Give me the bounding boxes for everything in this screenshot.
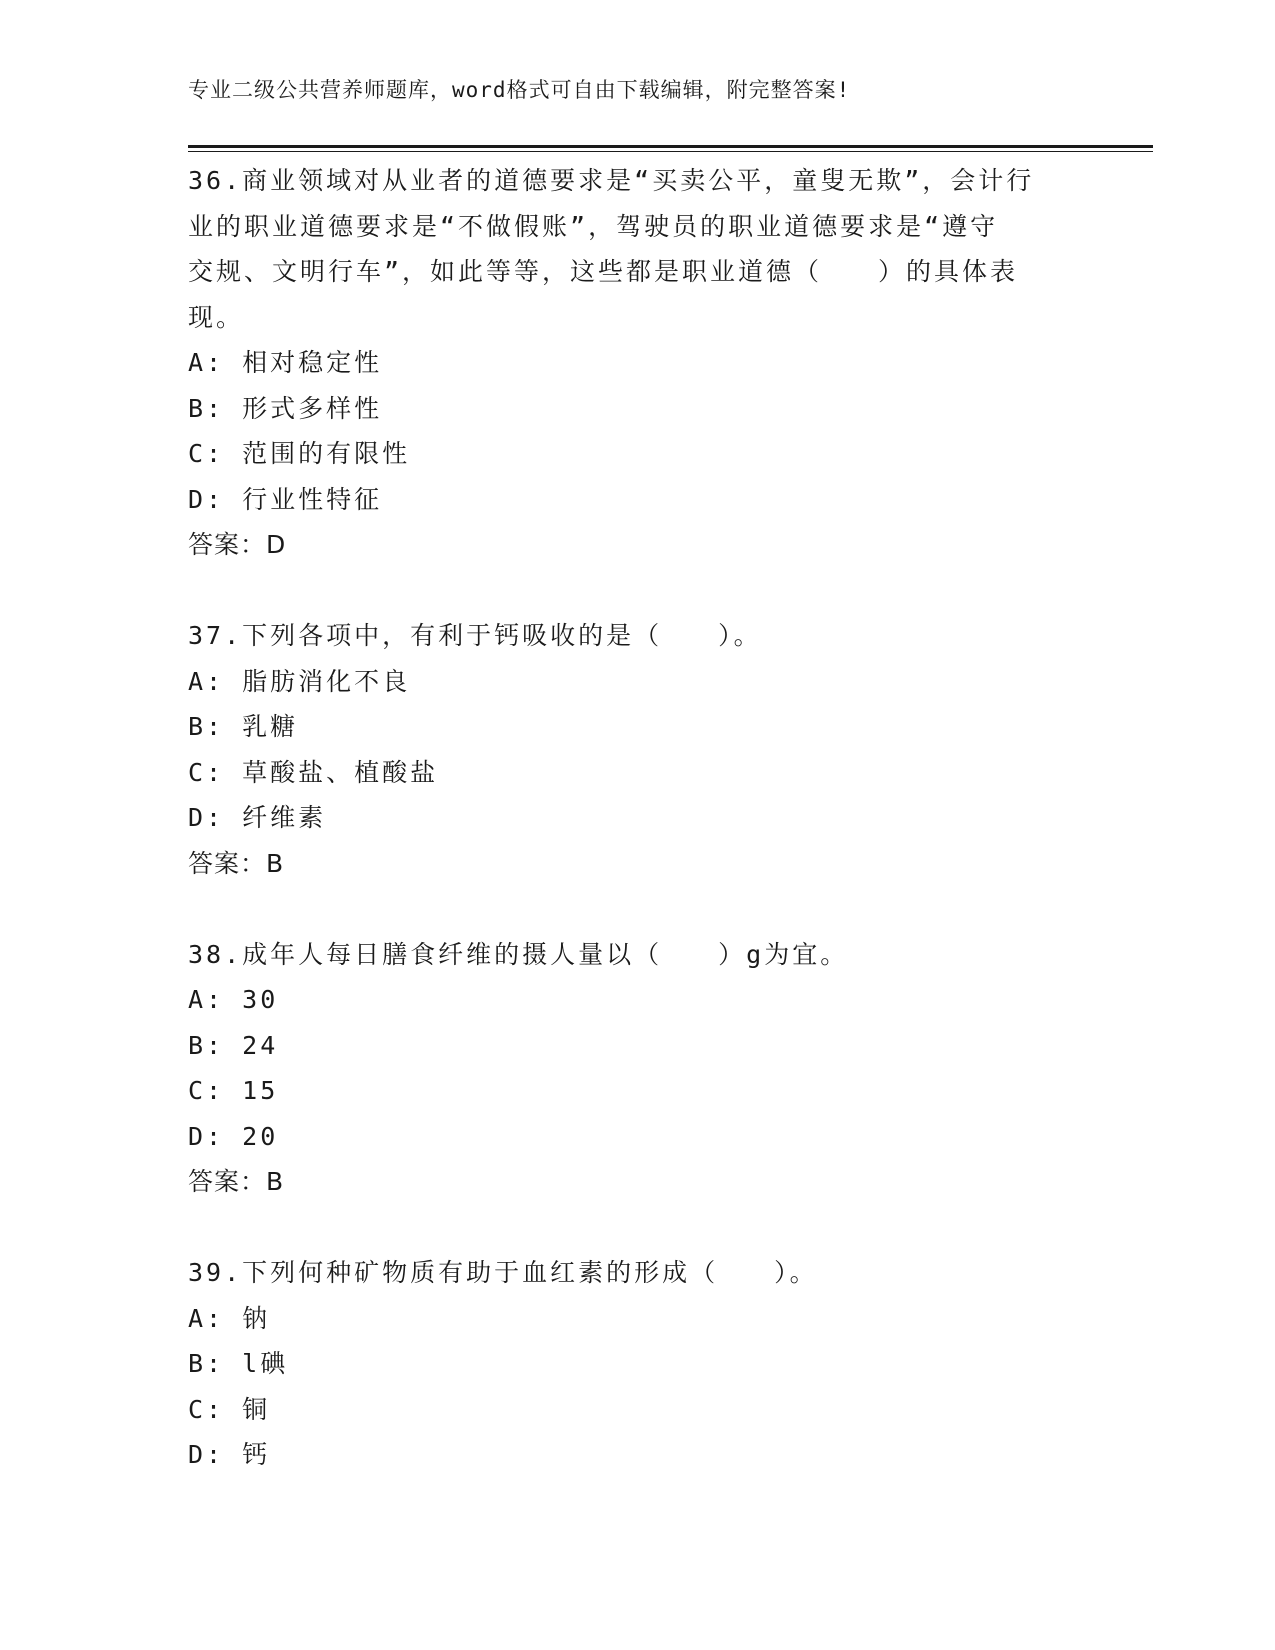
option-b: B: 形式多样性 — [188, 393, 383, 423]
question-36 — [188, 158, 1088, 568]
question-list — [188, 158, 1088, 1478]
question-39 — [188, 1250, 1088, 1478]
option-b: B: l碘 — [188, 1349, 289, 1378]
answer-line: 答案：B — [188, 1167, 285, 1196]
question-37 — [188, 613, 1088, 886]
question-spacer — [188, 886, 1088, 932]
header-note: 专业二级公共营养师题库，word格式可自由下载编辑，附完整答案! — [188, 78, 851, 102]
question-stem-line: 现。 — [188, 302, 245, 332]
header-divider-thick — [188, 145, 1153, 148]
option-d: D: 钙 — [188, 1440, 271, 1469]
option-d: D: 纤维素 — [188, 803, 327, 832]
option-b: B: 24 — [188, 1030, 279, 1060]
option-a: A: 相对稳定性 — [188, 348, 383, 377]
question-spacer — [188, 1205, 1088, 1251]
option-b: B: 乳糖 — [188, 712, 299, 741]
question-stem-line: 业的职业道德要求是“不做假账”，驾驶员的职业道德要求是“遵守 — [188, 211, 999, 241]
header-divider-thin — [188, 151, 1153, 152]
option-a: A: 脂肪消化不良 — [188, 666, 411, 696]
option-c: C: 铜 — [188, 1394, 271, 1424]
question-stem-line: 37.下列各项中，有利于钙吸收的是（ ）。 — [188, 621, 762, 650]
option-d: D: 20 — [188, 1121, 279, 1151]
option-c: C: 15 — [188, 1076, 279, 1105]
option-a: A: 钠 — [188, 1303, 271, 1333]
option-c: C: 草酸盐、植酸盐 — [188, 757, 439, 787]
question-stem-line: 交规、文明行车”，如此等等，这些都是职业道德（ ）的具体表 — [188, 257, 1019, 286]
answer-line: 答案：D — [188, 530, 287, 559]
question-stem-line: 36.商业领域对从业者的道德要求是“买卖公平，童叟无欺”，会计行 — [188, 166, 1035, 195]
question-stem-line: 39.下列何种矿物质有助于血红素的形成（ ）。 — [188, 1258, 818, 1287]
answer-line: 答案：B — [188, 848, 285, 878]
question-38 — [188, 932, 1088, 1205]
option-c: C: 范围的有限性 — [188, 439, 411, 468]
option-a: A: 30 — [188, 985, 279, 1014]
question-stem-line: 38.成年人每日膳食纤维的摄人量以（ ）g为宜。 — [188, 939, 849, 969]
question-spacer — [188, 568, 1088, 614]
option-d: D: 行业性特征 — [188, 484, 383, 514]
